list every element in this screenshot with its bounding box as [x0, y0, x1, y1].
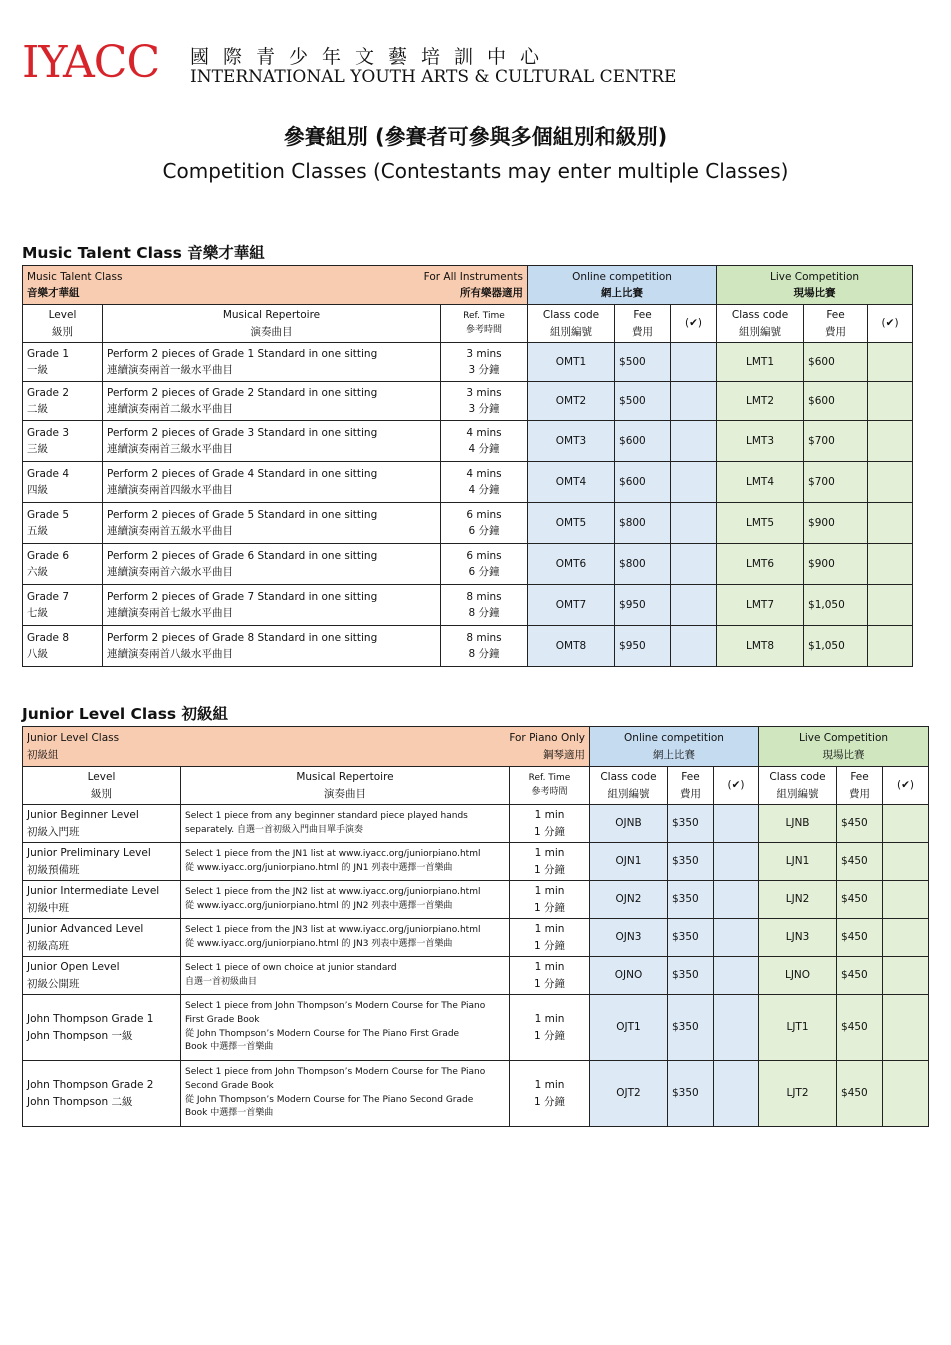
- live-code-cell: LJN1: [759, 843, 837, 881]
- junior-col-live-fee: Fee 費用: [837, 767, 883, 805]
- online-fee-cell: $350: [668, 881, 714, 919]
- live-fee-cell: $450: [837, 995, 883, 1061]
- repertoire-cell: Perform 2 pieces of Grade 8 Standard in one sitting 連續演奏兩首八級水平曲目: [103, 626, 441, 667]
- repertoire-cell: Select 1 piece from the JN3 list at www.iyacc.org/juniorpiano.html 從 www.iyacc.org/juniorpiano.html 的 JN3 列表中選擇一首樂曲: [181, 919, 510, 957]
- level-cell: Grade 7 七級: [23, 585, 103, 626]
- online-fee-cell: $800: [615, 503, 671, 544]
- junior-col-online-fee: Fee 費用: [668, 767, 714, 805]
- online-code-cell: OJNB: [590, 805, 668, 843]
- level-cell: Junior Intermediate Level 初級中班: [23, 881, 181, 919]
- live-fee-cell: $600: [804, 343, 868, 382]
- online-code-cell: OJN2: [590, 881, 668, 919]
- live-fee-cell: $450: [837, 881, 883, 919]
- online-fee-cell: $500: [615, 343, 671, 382]
- junior-section-title: Junior Level Class 初級組: [22, 705, 229, 723]
- online-fee-cell: $350: [668, 805, 714, 843]
- repertoire-cell: Select 1 piece from John Thompson’s Modern Course for The Piano Second Grade Book 從 John Thompson’s Modern Course for The Piano Second Grade Book 中選擇一首樂曲: [181, 1061, 510, 1127]
- ref-time-cell: 4 mins 4 分鐘: [441, 421, 528, 462]
- level-cell: Grade 2 二級: [23, 382, 103, 421]
- ref-time-cell: 3 mins 3 分鐘: [441, 343, 528, 382]
- live-check-cell[interactable]: [868, 626, 913, 667]
- live-fee-cell: $900: [804, 544, 868, 585]
- live-check-cell[interactable]: [883, 995, 929, 1061]
- live-code-cell: LMT2: [717, 382, 804, 421]
- page-title-cn: 參賽組別 (參賽者可參與多個組別和級別): [283, 125, 668, 149]
- ref-time-cell: 1 min 1 分鐘: [510, 957, 590, 995]
- live-code-cell: LJT2: [759, 1061, 837, 1127]
- ref-time-cell: 8 mins 8 分鐘: [441, 626, 528, 667]
- col-live-check: (✔): [868, 305, 913, 343]
- col-ref-time: Ref. Time 參考時間: [441, 305, 528, 343]
- online-fee-cell: $350: [668, 957, 714, 995]
- ref-time-cell: 1 min 1 分鐘: [510, 995, 590, 1061]
- online-code-cell: OJN3: [590, 919, 668, 957]
- table-row: [23, 843, 929, 881]
- level-cell: Junior Open Level 初級公開班: [23, 957, 181, 995]
- live-check-cell[interactable]: [868, 421, 913, 462]
- table-row: [23, 626, 913, 667]
- live-check-cell[interactable]: [883, 957, 929, 995]
- music-talent-class-header: Music Talent Class For All Instruments 音樂才華組 所有樂器適用: [23, 266, 528, 305]
- live-check-cell[interactable]: [868, 544, 913, 585]
- junior-col-online-code: Class code 組別編號: [590, 767, 668, 805]
- level-cell: John Thompson Grade 1 John Thompson 一級: [23, 995, 181, 1061]
- online-check-cell[interactable]: [671, 585, 717, 626]
- live-code-cell: LMT7: [717, 585, 804, 626]
- live-fee-cell: $1,050: [804, 626, 868, 667]
- online-fee-cell: $350: [668, 919, 714, 957]
- live-fee-cell: $450: [837, 957, 883, 995]
- col-live-code: Class code 組別編號: [717, 305, 804, 343]
- live-fee-cell: $450: [837, 919, 883, 957]
- online-fee-cell: $800: [615, 544, 671, 585]
- table-row: [23, 995, 929, 1061]
- online-code-cell: OJN1: [590, 843, 668, 881]
- repertoire-cell: Select 1 piece from the JN2 list at www.iyacc.org/juniorpiano.html 從 www.iyacc.org/juniorpiano.html 的 JN2 列表中選擇一首樂曲: [181, 881, 510, 919]
- col-online-code: Class code 組別編號: [528, 305, 615, 343]
- online-fee-cell: $950: [615, 626, 671, 667]
- live-code-cell: LMT6: [717, 544, 804, 585]
- online-check-cell[interactable]: [671, 382, 717, 421]
- live-code-cell: LMT4: [717, 462, 804, 503]
- online-check-cell[interactable]: [714, 919, 759, 957]
- live-code-cell: LJNB: [759, 805, 837, 843]
- level-cell: Grade 3 三級: [23, 421, 103, 462]
- online-fee-cell: $500: [615, 382, 671, 421]
- online-code-cell: OMT2: [528, 382, 615, 421]
- online-code-cell: OMT8: [528, 626, 615, 667]
- table-row: [23, 881, 929, 919]
- ref-time-cell: 1 min 1 分鐘: [510, 843, 590, 881]
- repertoire-cell: Select 1 piece from any beginner standard piece played hands separately. 自選一首初級入門曲目單手演奏: [181, 805, 510, 843]
- live-check-cell[interactable]: [868, 382, 913, 421]
- table-row: [23, 421, 913, 462]
- junior-online-header: Online competition 網上比賽: [590, 727, 759, 767]
- online-competition-header: Online competition 網上比賽: [528, 266, 717, 305]
- live-competition-header: Live Competition 現場比賽: [717, 266, 913, 305]
- live-fee-cell: $450: [837, 843, 883, 881]
- live-code-cell: LMT1: [717, 343, 804, 382]
- table-row: [23, 462, 913, 503]
- level-cell: Grade 4 四級: [23, 462, 103, 503]
- level-cell: John Thompson Grade 2 John Thompson 二級: [23, 1061, 181, 1127]
- online-code-cell: OJT1: [590, 995, 668, 1061]
- repertoire-cell: Perform 2 pieces of Grade 1 Standard in one sitting 連續演奏兩首一級水平曲目: [103, 343, 441, 382]
- ref-time-cell: 6 mins 6 分鐘: [441, 544, 528, 585]
- online-code-cell: OMT4: [528, 462, 615, 503]
- table-row: [23, 919, 929, 957]
- level-cell: Junior Preliminary Level 初級預備班: [23, 843, 181, 881]
- online-code-cell: OMT6: [528, 544, 615, 585]
- col-level: Level 級別: [23, 305, 103, 343]
- ref-time-cell: 4 mins 4 分鐘: [441, 462, 528, 503]
- repertoire-cell: Perform 2 pieces of Grade 5 Standard in one sitting 連續演奏兩首五級水平曲目: [103, 503, 441, 544]
- table-row: [23, 382, 913, 421]
- org-name-en: INTERNATIONAL YOUTH ARTS & CULTURAL CENTRE: [190, 67, 677, 87]
- online-code-cell: OMT7: [528, 585, 615, 626]
- live-check-cell[interactable]: [883, 881, 929, 919]
- live-code-cell: LMT3: [717, 421, 804, 462]
- online-check-cell[interactable]: [714, 957, 759, 995]
- col-live-fee: Fee 費用: [804, 305, 868, 343]
- live-code-cell: LJT1: [759, 995, 837, 1061]
- level-cell: Grade 5 五級: [23, 503, 103, 544]
- repertoire-cell: Select 1 piece from the JN1 list at www.iyacc.org/juniorpiano.html 從 www.iyacc.org/juniorpiano.html 的 JN1 列表中選擇一首樂曲: [181, 843, 510, 881]
- col-online-check: (✔): [671, 305, 717, 343]
- level-cell: Junior Advanced Level 初級高班: [23, 919, 181, 957]
- live-check-cell[interactable]: [868, 585, 913, 626]
- repertoire-cell: Perform 2 pieces of Grade 7 Standard in one sitting 連續演奏兩首七級水平曲目: [103, 585, 441, 626]
- online-fee-cell: $350: [668, 843, 714, 881]
- ref-time-cell: 1 min 1 分鐘: [510, 919, 590, 957]
- ref-time-cell: 1 min 1 分鐘: [510, 1061, 590, 1127]
- junior-class-header: Junior Level Class For Piano Only 初級組 鋼琴適用: [23, 727, 590, 767]
- level-cell: Junior Beginner Level 初級入門班: [23, 805, 181, 843]
- live-fee-cell: $450: [837, 1061, 883, 1127]
- junior-col-level: Level 級別: [23, 767, 181, 805]
- col-online-fee: Fee 費用: [615, 305, 671, 343]
- online-check-cell[interactable]: [671, 343, 717, 382]
- live-check-cell[interactable]: [883, 919, 929, 957]
- table-row: [23, 805, 929, 843]
- repertoire-cell: Select 1 piece from John Thompson’s Modern Course for The Piano First Grade Book 從 John Thompson’s Modern Course for The Piano First Grade Book 中選擇一首樂曲: [181, 995, 510, 1061]
- live-check-cell[interactable]: [868, 462, 913, 503]
- junior-col-online-check: (✔): [714, 767, 759, 805]
- live-fee-cell: $900: [804, 503, 868, 544]
- repertoire-cell: Perform 2 pieces of Grade 6 Standard in one sitting 連續演奏兩首六級水平曲目: [103, 544, 441, 585]
- repertoire-cell: Select 1 piece of own choice at junior standard 自選一首初級曲目: [181, 957, 510, 995]
- online-check-cell[interactable]: [671, 462, 717, 503]
- ref-time-cell: 1 min 1 分鐘: [510, 805, 590, 843]
- junior-col-live-check: (✔): [883, 767, 929, 805]
- live-fee-cell: $1,050: [804, 585, 868, 626]
- online-fee-cell: $950: [615, 585, 671, 626]
- logo-mark: IYACC: [22, 37, 160, 88]
- table-row: [23, 343, 913, 382]
- live-code-cell: LJNO: [759, 957, 837, 995]
- table-row: [23, 957, 929, 995]
- live-check-cell[interactable]: [868, 503, 913, 544]
- online-fee-cell: $600: [615, 421, 671, 462]
- online-check-cell[interactable]: [671, 503, 717, 544]
- online-check-cell[interactable]: [671, 626, 717, 667]
- junior-col-ref-time: Ref. Time 參考時間: [510, 767, 590, 805]
- ref-time-cell: 3 mins 3 分鐘: [441, 382, 528, 421]
- table-row: [23, 585, 913, 626]
- table-row: [23, 544, 913, 585]
- live-code-cell: LJN3: [759, 919, 837, 957]
- music-talent-table: [22, 265, 913, 667]
- live-code-cell: LJN2: [759, 881, 837, 919]
- online-fee-cell: $350: [668, 1061, 714, 1127]
- online-check-cell[interactable]: [714, 1061, 759, 1127]
- junior-col-repertoire: Musical Repertoire 演奏曲目: [181, 767, 510, 805]
- music-talent-section-title: Music Talent Class 音樂才華組: [22, 244, 265, 262]
- ref-time-cell: 8 mins 8 分鐘: [441, 585, 528, 626]
- online-check-cell[interactable]: [714, 881, 759, 919]
- page-title-en: Competition Classes (Contestants may enter multiple Classes): [162, 159, 789, 183]
- junior-live-header: Live Competition 現場比賽: [759, 727, 929, 767]
- live-check-cell[interactable]: [868, 343, 913, 382]
- live-check-cell[interactable]: [883, 1061, 929, 1127]
- online-code-cell: OMT3: [528, 421, 615, 462]
- level-cell: Grade 6 六級: [23, 544, 103, 585]
- table-row: [23, 1061, 929, 1127]
- table-row: [23, 503, 913, 544]
- online-check-cell[interactable]: [714, 995, 759, 1061]
- level-cell: Grade 1 一級: [23, 343, 103, 382]
- online-check-cell[interactable]: [714, 843, 759, 881]
- col-repertoire: Musical Repertoire 演奏曲目: [103, 305, 441, 343]
- repertoire-cell: Perform 2 pieces of Grade 3 Standard in one sitting 連續演奏兩首三級水平曲目: [103, 421, 441, 462]
- live-fee-cell: $700: [804, 462, 868, 503]
- ref-time-cell: 6 mins 6 分鐘: [441, 503, 528, 544]
- junior-col-live-code: Class code 組別編號: [759, 767, 837, 805]
- online-check-cell[interactable]: [671, 421, 717, 462]
- level-cell: Grade 8 八級: [23, 626, 103, 667]
- live-check-cell[interactable]: [883, 805, 929, 843]
- live-fee-cell: $700: [804, 421, 868, 462]
- online-code-cell: OJNO: [590, 957, 668, 995]
- live-check-cell[interactable]: [883, 843, 929, 881]
- repertoire-cell: Perform 2 pieces of Grade 2 Standard in one sitting 連續演奏兩首二級水平曲目: [103, 382, 441, 421]
- live-code-cell: LMT5: [717, 503, 804, 544]
- live-fee-cell: $600: [804, 382, 868, 421]
- org-name-cn: 國際青少年文藝培訓中心: [190, 46, 554, 68]
- ref-time-cell: 1 min 1 分鐘: [510, 881, 590, 919]
- online-code-cell: OMT5: [528, 503, 615, 544]
- live-fee-cell: $450: [837, 805, 883, 843]
- repertoire-cell: Perform 2 pieces of Grade 4 Standard in one sitting 連續演奏兩首四級水平曲目: [103, 462, 441, 503]
- online-check-cell[interactable]: [714, 805, 759, 843]
- online-code-cell: OJT2: [590, 1061, 668, 1127]
- online-fee-cell: $350: [668, 995, 714, 1061]
- online-check-cell[interactable]: [671, 544, 717, 585]
- junior-table: [22, 726, 929, 1127]
- online-code-cell: OMT1: [528, 343, 615, 382]
- live-code-cell: LMT8: [717, 626, 804, 667]
- online-fee-cell: $600: [615, 462, 671, 503]
